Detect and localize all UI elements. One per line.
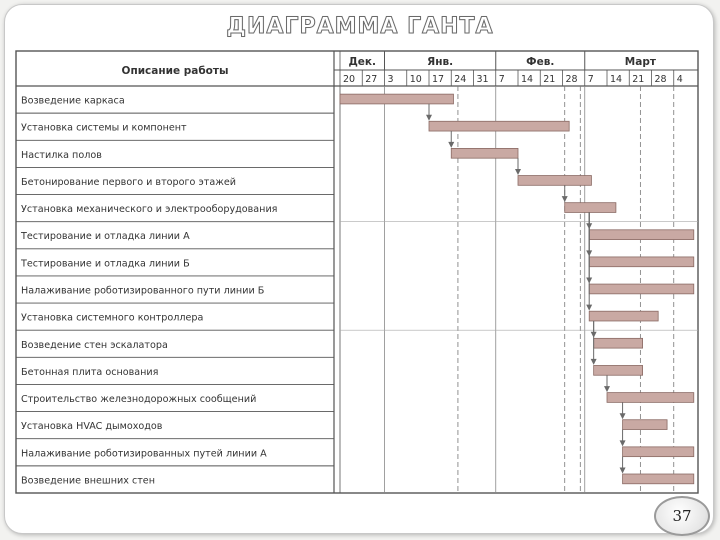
task-bar <box>589 257 694 267</box>
month-label: Дек. <box>348 56 377 68</box>
task-label: Тестирование и отладка линии Б <box>21 258 190 270</box>
task-bar <box>518 176 591 186</box>
week-tick-label: 17 <box>432 74 445 85</box>
week-tick-label: 21 <box>632 74 645 85</box>
week-tick-label: 14 <box>610 74 623 85</box>
task-label: Возведение внешних стен <box>21 475 155 487</box>
month-label: Фев. <box>526 56 555 68</box>
task-column-header: Описание работы <box>121 65 229 77</box>
week-tick-label: 28 <box>565 74 578 85</box>
task-label: Возведение каркаса <box>21 95 125 107</box>
task-label: Бетонирование первого и второго этажей <box>21 176 236 188</box>
week-tick-label: 28 <box>654 74 667 85</box>
task-label: Установка механического и электрооборудования <box>21 204 278 216</box>
week-tick-label: 10 <box>409 74 422 85</box>
task-label: Тестирование и отладка линии А <box>21 231 190 243</box>
task-bar <box>565 203 616 213</box>
task-label: Установка HVAC дымоходов <box>21 421 163 433</box>
week-tick-label: 21 <box>543 74 556 85</box>
task-bar <box>589 311 658 321</box>
task-label: Налаживание роботизированных путей линии А <box>21 448 267 460</box>
page-number: 37 <box>672 507 692 525</box>
week-tick-label: 3 <box>387 74 394 85</box>
week-tick-label: 31 <box>476 74 489 85</box>
week-tick-label: 14 <box>521 74 534 85</box>
week-tick-label: 7 <box>587 74 594 85</box>
task-label: Установка системного контроллера <box>21 312 204 324</box>
week-tick-label: 27 <box>365 74 378 85</box>
task-bar <box>623 447 694 457</box>
week-tick-label: 7 <box>498 74 505 85</box>
task-label: Настилка полов <box>21 149 102 161</box>
month-label: Март <box>624 56 656 68</box>
task-bar <box>607 393 694 403</box>
task-bar <box>451 148 518 158</box>
task-bar <box>340 94 453 104</box>
task-label: Строительство железнодорожных сообщений <box>21 394 257 406</box>
task-label: Возведение стен эскалатора <box>21 339 168 351</box>
month-label: Янв. <box>427 56 454 68</box>
task-bar <box>594 365 643 375</box>
week-tick-label: 20 <box>343 74 356 85</box>
task-bar <box>429 121 569 131</box>
task-bar <box>623 474 694 484</box>
page-title: ДИАГРАММА ГАНТА <box>226 14 494 39</box>
task-label: Бетонная плита основания <box>21 366 159 378</box>
task-label: Налаживание роботизированного пути линии Б <box>21 285 265 297</box>
task-bar <box>589 284 694 294</box>
task-bar <box>589 230 694 240</box>
task-label: Установка системы и компонент <box>21 122 187 134</box>
task-bar <box>623 420 668 430</box>
task-bar <box>594 338 643 348</box>
week-tick-label: 4 <box>676 74 683 85</box>
week-tick-label: 24 <box>454 74 467 85</box>
page-number-badge <box>654 496 710 536</box>
